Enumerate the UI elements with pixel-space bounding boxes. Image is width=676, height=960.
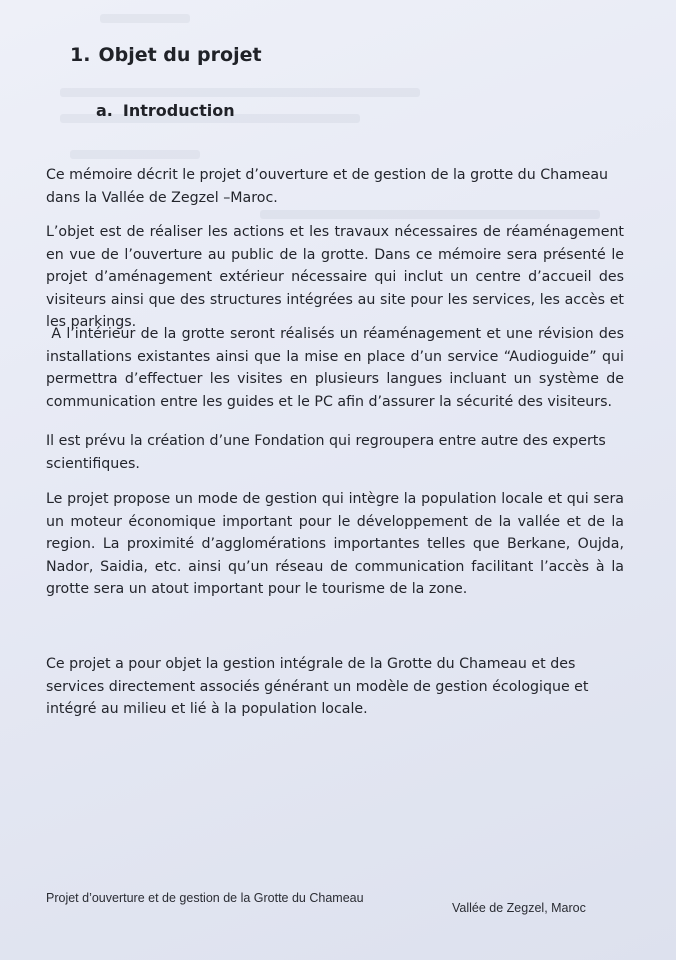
paragraph-2: L’objet est de réaliser les actions et les travaux nécessaires de réaménagement en vue de l’ouverture au public de la grotte. Dans ce mémoire sera présenté le projet d’aménagement extérieur nécessaire qui inclut un centre d’accueil des visiteurs ainsi que des structures intégrées au site pour les services, les accès et les parkings. bbox=[46, 224, 624, 330]
footer-location: Vallée de Zegzel, Maroc bbox=[452, 901, 586, 915]
bleed-through-mark bbox=[60, 88, 420, 97]
bleed-through-mark bbox=[260, 210, 600, 219]
section-heading bbox=[70, 44, 262, 66]
footer-project-title: Projet d’ouverture et de gestion de la Grotte du Chameau bbox=[46, 891, 364, 905]
subsection-number: a. bbox=[96, 101, 113, 120]
paragraph-5: Le projet propose un mode de gestion qui intègre la population locale et qui sera un moteur économique important pour le développement de la vallée et de la region. La proximité d’agglomérations importantes telles que Berkane, Oujda, Nador, Saidia, etc. ainsi qu’un réseau de communication facilitant l’accès à la grotte sera un atout important pour le tourisme de la zone. bbox=[46, 491, 624, 597]
paragraph-4: Il est prévu la création d’une Fondation qui regroupera entre autre des experts scientifiques. bbox=[46, 433, 606, 472]
subsection-heading bbox=[96, 101, 235, 120]
section-title: Objet du projet bbox=[98, 44, 262, 66]
subsection-title: Introduction bbox=[122, 101, 235, 120]
bleed-through-mark bbox=[70, 150, 200, 159]
paragraph-6: Ce projet a pour objet la gestion intégrale de la Grotte du Chameau et des services directement associés générant un modèle de gestion écologique et intégré au milieu et lié à la population locale. bbox=[46, 656, 589, 717]
paragraph-1: Ce mémoire décrit le projet d’ouverture et de gestion de la grotte du Chameau dans la Vallée de Zegzel –Maroc. bbox=[46, 167, 609, 206]
section-number: 1. bbox=[70, 44, 91, 66]
paragraph-3: A l’intérieur de la grotte seront réalisés un réaménagement et une révision des installations existantes ainsi que la mise en place d’un service “Audioguide” qui permettra d’effectuer les visites en plusieurs langues incluant un système de communication entre les guides et le PC afin d’assurer la sécurité des visiteurs. bbox=[46, 326, 629, 410]
bleed-through-mark bbox=[100, 14, 190, 23]
